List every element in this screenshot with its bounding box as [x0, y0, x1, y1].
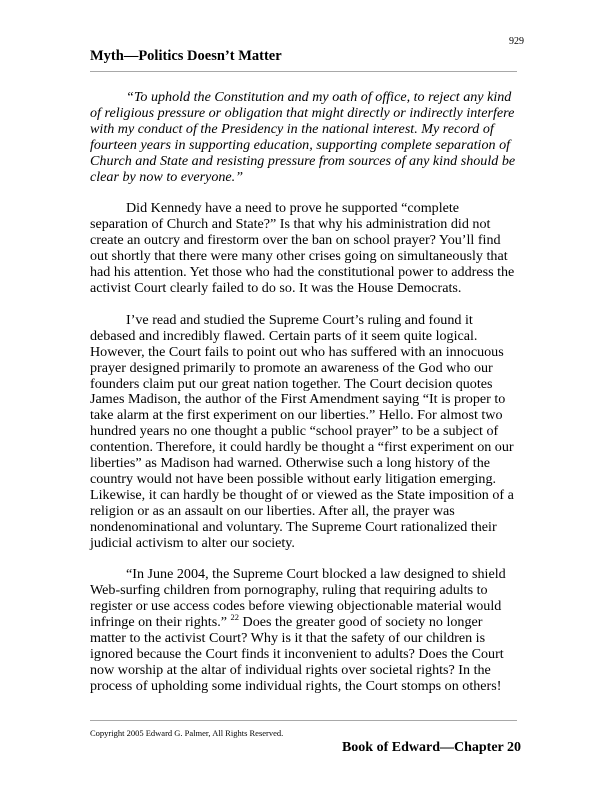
paragraph-text-before-footnote: “In June 2004, the Supreme Court blocked a law designed to shield Web-surfing children from pornography, ruling that requiring adults to register or use access codes before viewing objectionable material would infringe on their rights.” [90, 566, 506, 631]
page-number: 929 [509, 36, 524, 47]
kennedy-quote-paragraph: “To uphold the Constitution and my oath of office, to reject any kind of religious pressure or obligation that might directly or indirectly interfere with my conduct of the Presidency in the national interest. My record of fourteen years in supporting education, supporting complete separation of Church and State and resisting pressure from sources of any kind should be clear by now to everyone.” [90, 89, 516, 185]
header-divider [90, 71, 517, 72]
paragraph-2004-ruling [90, 567, 516, 694]
footer-chapter-title: Book of Edward—Chapter 20 [341, 740, 521, 755]
paragraph-court-ruling: I’ve read and studied the Supreme Court’s ruling and found it debased and incredibly flawed. Certain parts of it seem quite logical. However, the Court fails to point out who has suffered with an innocuous prayer designed primarily to promote an awareness of the God who our founders claim put our great nation together. The Court decision quotes James Madison, the author of the First Amendment saying “It is proper to take alarm at the first experiment on our liberties.” Hello. For almost two hundred years no one thought a public “school prayer” to be a subject of contention. Therefore, it could hardly be thought a “first experiment on our liberties” as Madison had warned. Otherwise such a long history of the country would not have been possible without early litigation emerging. Likewise, it can hardly be thought of or viewed as the State imposition of a religion or as an assault on our liberties. After all, the prayer was nondenominational and voluntary. The Supreme Court rationalized their judicial activism to alter our society. [90, 311, 514, 551]
paragraph-text-after-footnote: Does the greater good of society no longer matter to the activist Court? Why is it that the safety of our children is ignored because the Court finds it inconvenient to adults? Does the Court now worship at the altar of individual rights over societal rights? In the process of upholding some individual rights, the Court stomps on others! [90, 614, 504, 694]
running-title: Myth—Politics Doesn’t Matter [90, 48, 282, 64]
body-text [90, 90, 516, 711]
footnote-reference: 22 [230, 612, 240, 623]
footer-divider [90, 720, 517, 721]
footer-copyright: Copyright 2005 Edward G. Palmer, All Rights Reserved. [90, 728, 284, 738]
paragraph-kennedy: Did Kennedy have a need to prove he supported “complete separation of Church and State?” Is that why his administration did not create an outcry and firestorm over the ban on school prayer? You’ll find out shortly that there were many other crises going on simultaneously that had his attention. Yet those who had the constitutional power to address the activist Court clearly failed to do so. It was the House Democrats. [90, 200, 515, 296]
